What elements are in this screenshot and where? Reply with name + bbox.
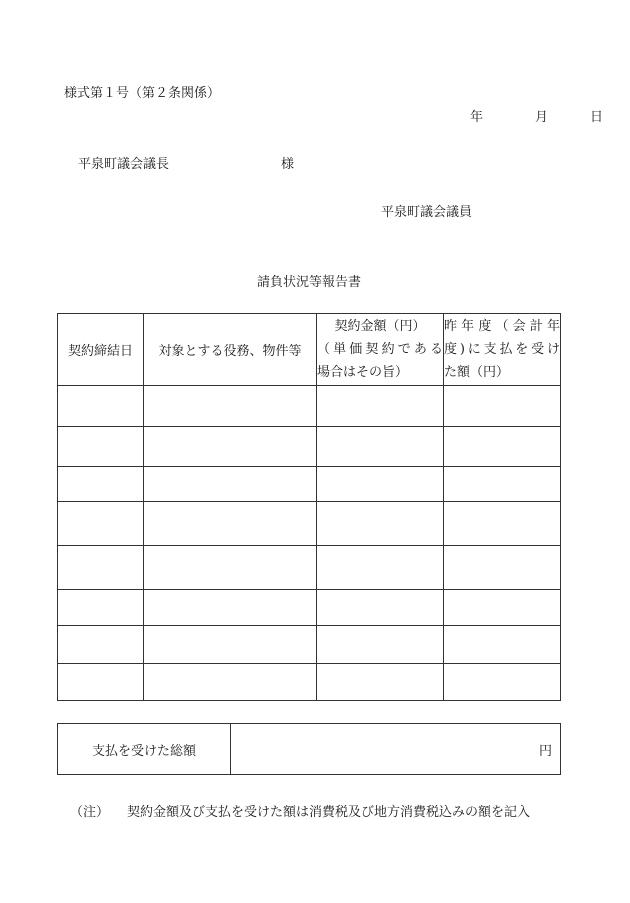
date-line [470, 106, 603, 125]
total-label: 支払を受けた総額 [58, 724, 231, 775]
total-table [57, 723, 561, 775]
date-day-label: 日 [590, 110, 604, 125]
table-row [58, 427, 561, 467]
cell-contract-amount[interactable] [317, 467, 444, 502]
table-header-row [58, 314, 561, 386]
cell-contract-date[interactable] [58, 467, 144, 502]
reporter: 平泉町議会議員 [381, 205, 473, 220]
table-row [58, 386, 561, 427]
cell-last-year-paid[interactable] [444, 626, 561, 664]
header-last-year-paid-line: 昨年度（会計年 [444, 319, 560, 334]
cell-last-year-paid[interactable] [444, 664, 561, 701]
cell-contract-date[interactable] [58, 546, 144, 590]
header-target-service: 対象とする役務、物件等 [144, 314, 317, 386]
document-title: 請負状況等報告書 [257, 275, 362, 290]
table-row [58, 546, 561, 590]
total-unit-label: 円 [538, 743, 552, 759]
cell-target-service[interactable] [144, 502, 317, 546]
cell-target-service[interactable] [144, 546, 317, 590]
date-year-label: 年 [470, 110, 484, 125]
cell-contract-amount[interactable] [317, 386, 444, 427]
header-contract-amount-line: （単価契約である [317, 342, 443, 357]
cell-contract-date[interactable] [58, 590, 144, 626]
cell-contract-date[interactable] [58, 626, 144, 664]
cell-last-year-paid[interactable] [444, 467, 561, 502]
cell-contract-date[interactable] [58, 664, 144, 701]
cell-contract-amount[interactable] [317, 664, 444, 701]
table-row [58, 664, 561, 701]
cell-last-year-paid[interactable] [444, 546, 561, 590]
date-month-label: 月 [535, 110, 549, 125]
header-last-year-paid-line: た額（円） [444, 365, 510, 380]
report-table [57, 313, 561, 701]
table-row [58, 467, 561, 502]
cell-contract-date[interactable] [58, 427, 144, 467]
table-row [58, 590, 561, 626]
header-contract-amount-line: 場合はその旨） [317, 365, 409, 380]
total-row [58, 724, 561, 775]
cell-contract-amount[interactable] [317, 427, 444, 467]
header-contract-amount [317, 314, 444, 386]
cell-target-service[interactable] [144, 626, 317, 664]
footnote [70, 801, 530, 820]
cell-contract-amount[interactable] [317, 502, 444, 546]
table-row [58, 626, 561, 664]
cell-contract-amount[interactable] [317, 626, 444, 664]
cell-contract-amount[interactable] [317, 546, 444, 590]
cell-last-year-paid[interactable] [444, 386, 561, 427]
honorific: 様 [281, 157, 295, 172]
total-amount-cell[interactable] [231, 724, 561, 775]
cell-target-service[interactable] [144, 386, 317, 427]
cell-target-service[interactable] [144, 467, 317, 502]
cell-last-year-paid[interactable] [444, 427, 561, 467]
cell-target-service[interactable] [144, 590, 317, 626]
form-number: 様式第１号（第２条関係） [64, 86, 221, 101]
addressee: 平泉町議会議長 [78, 157, 170, 172]
cell-last-year-paid[interactable] [444, 590, 561, 626]
cell-contract-amount[interactable] [317, 590, 444, 626]
cell-contract-date[interactable] [58, 502, 144, 546]
cell-last-year-paid[interactable] [444, 502, 561, 546]
cell-target-service[interactable] [144, 427, 317, 467]
header-last-year-paid-line: 度)に支払を受け [444, 342, 560, 357]
header-contract-amount-line: 契約金額（円） [334, 319, 426, 334]
cell-target-service[interactable] [144, 664, 317, 701]
footnote-head: （注） [70, 805, 110, 820]
header-contract-date: 契約締結日 [58, 314, 144, 386]
cell-contract-date[interactable] [58, 386, 144, 427]
header-last-year-paid [444, 314, 561, 386]
footnote-text: 契約金額及び支払を受けた額は消費税及び地方消費税込みの額を記入 [127, 805, 531, 820]
table-row [58, 502, 561, 546]
